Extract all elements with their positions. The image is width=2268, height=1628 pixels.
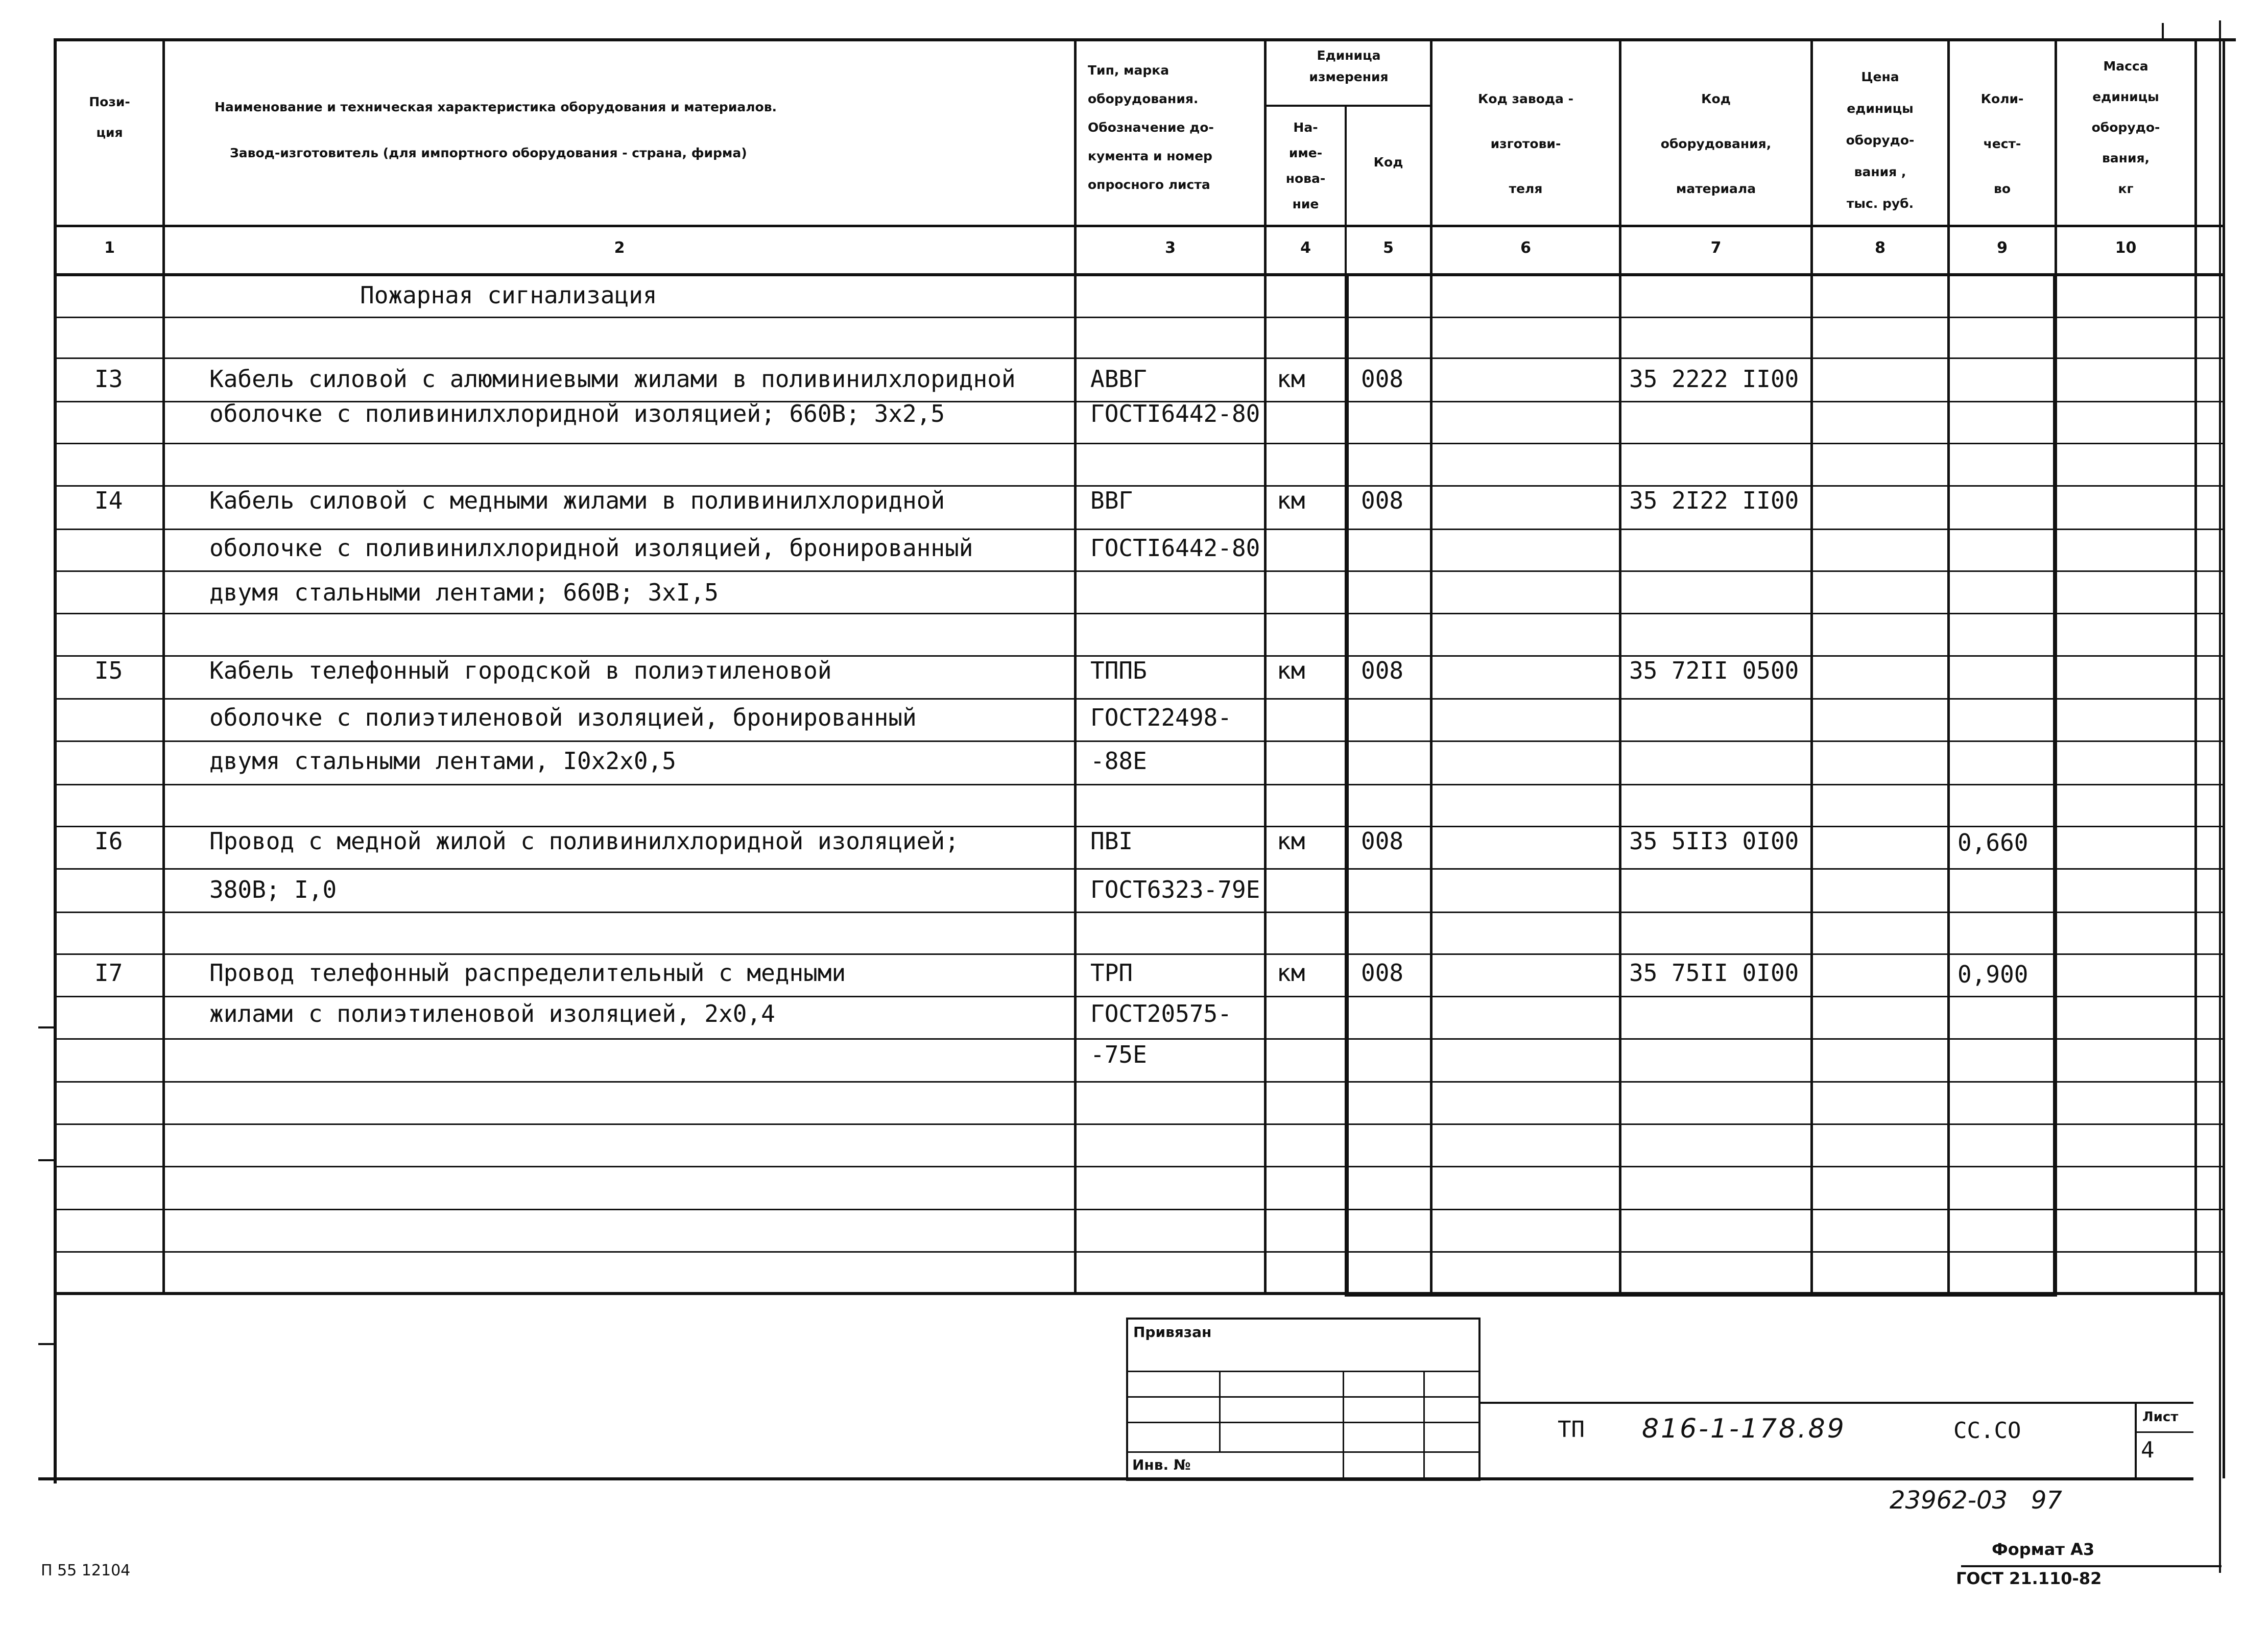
- header-type-line: кумента и номер: [1088, 149, 1212, 163]
- header-mass-line: вания,: [2102, 151, 2150, 165]
- doc-code: СС.СО: [1953, 1418, 2021, 1444]
- stamp-vline: [1219, 1371, 1221, 1451]
- row-line: [54, 1123, 2223, 1125]
- header-unit-line: Единица: [1317, 48, 1381, 63]
- corner-tick: [2162, 23, 2164, 41]
- column-number: 6: [1520, 239, 1531, 257]
- header-equip-line: Код: [1701, 91, 1731, 106]
- header-type-line: оборудования.: [1088, 91, 1199, 106]
- row-name: оболочке с полиэтиленовой изоляцией, бронированный: [209, 704, 917, 731]
- header-name: [214, 84, 1072, 176]
- header-bottom-line: [54, 225, 2223, 227]
- header-position-line: ция: [96, 125, 123, 140]
- header-plant-line: теля: [1509, 181, 1543, 196]
- column-number: 3: [1165, 239, 1176, 257]
- column-number: 1: [104, 239, 115, 257]
- row-name: оболочке с поливинилхлоридной изоляцией; 660В; 3х2,5: [209, 400, 945, 427]
- column-number: 2: [614, 239, 625, 257]
- row-line: [54, 613, 2223, 614]
- row-line: [54, 740, 2223, 742]
- row-name: Кабель телефонный городской в полиэтиленовой: [209, 657, 832, 684]
- header-name-line: Наименование и техническая характеристика оборудования и материалов.: [214, 100, 777, 114]
- frame-right: [2223, 38, 2225, 1478]
- section-title: Пожарная сигнализация: [360, 281, 657, 309]
- row-name: двумя стальными лентами; 660В; 3хI,5: [209, 579, 719, 606]
- doc-prefix: ТП: [1558, 1417, 1585, 1443]
- row-position: I6: [94, 827, 123, 855]
- row-name: Кабель силовой с медными жилами в поливинилхлоридной: [209, 487, 945, 514]
- header-unit-code: Код: [1373, 155, 1403, 170]
- header-mass: [2057, 51, 2194, 204]
- body-bottom-thick: [1345, 1292, 2057, 1297]
- header-qty-line: чест-: [1983, 136, 2021, 151]
- row-type: ВВГ: [1090, 487, 1133, 514]
- row-quantity: 0,660: [1957, 829, 2028, 856]
- row-type: ПВI: [1090, 827, 1133, 855]
- row-position: I3: [94, 365, 123, 393]
- row-type: -75Е: [1090, 1041, 1147, 1068]
- row-unit: км: [1277, 365, 1305, 393]
- format-label: Формат А3: [1992, 1540, 2095, 1559]
- header-price: [1813, 61, 1947, 220]
- unit-group-line: [1266, 105, 1433, 107]
- row-type: ГОСТ20575-: [1090, 1000, 1232, 1027]
- sheet-box-left: [2135, 1402, 2137, 1478]
- header-price-line: вания ,: [1854, 164, 1906, 179]
- col-line-2: [1074, 38, 1077, 1295]
- stamp-line: [1128, 1451, 1481, 1453]
- row-type: ГОСТI6442-80: [1090, 400, 1260, 427]
- header-qty-line: Коли-: [1980, 91, 2024, 106]
- row-line: [54, 912, 2223, 913]
- row-type: АВВГ: [1090, 365, 1147, 393]
- header-unit-name: [1267, 115, 1345, 217]
- row-type: ГОСТ6323-79Е: [1090, 876, 1260, 903]
- header-mass-line: Масса: [2103, 59, 2148, 74]
- outer-right-edge: [2219, 20, 2221, 1573]
- row-line: [54, 1209, 2223, 1210]
- row-line: [54, 357, 2223, 359]
- row-line: [54, 698, 2223, 700]
- row-name: Провод телефонный распределительный с медными: [209, 959, 846, 987]
- attached-label: Привязан: [1133, 1324, 1212, 1340]
- sheet-number: 4: [2141, 1437, 2155, 1463]
- col-line-1: [162, 38, 165, 1295]
- frame-top: [54, 38, 2236, 41]
- header-price-line: Цена: [1861, 69, 1899, 84]
- row-equip-code: 35 5II3 0I00: [1629, 827, 1799, 855]
- row-unit-code: 008: [1361, 365, 1404, 393]
- sheet-label: Лист: [2142, 1409, 2179, 1425]
- header-price-line: единицы: [1847, 101, 1914, 116]
- row-line: [54, 1166, 2223, 1167]
- row-position: I5: [94, 657, 123, 684]
- row-name: 380В; I,0: [209, 876, 337, 903]
- margin-tick: [38, 1026, 54, 1028]
- row-line: [54, 570, 2223, 572]
- row-name: двумя стальными лентами, I0х2х0,5: [209, 747, 676, 775]
- header-mass-line: единицы: [2092, 89, 2159, 104]
- row-name: Кабель силовой с алюминиевыми жилами в поливинилхлоридной: [209, 365, 1016, 393]
- row-name: Провод с медной жилой с поливинилхлоридной изоляцией;: [209, 827, 959, 855]
- header-type-line: опросного листа: [1088, 177, 1210, 192]
- row-type: ТРП: [1090, 959, 1133, 987]
- row-unit-code: 008: [1361, 959, 1404, 987]
- row-equip-code: 35 2I22 II00: [1629, 487, 1799, 514]
- row-name: оболочке с поливинилхлоридной изоляцией, бронированный: [209, 534, 973, 562]
- doc-number: 816-1-178.89: [1642, 1414, 1846, 1444]
- col-line-10: [2194, 38, 2197, 1295]
- header-type-line: Тип, марка: [1088, 63, 1169, 78]
- row-unit-code: 008: [1361, 487, 1404, 514]
- row-unit-code: 008: [1361, 657, 1404, 684]
- row-position: I7: [94, 959, 123, 987]
- row-type: ТППБ: [1090, 657, 1147, 684]
- row-quantity: 0,900: [1957, 961, 2028, 988]
- col-line-8: [1947, 38, 1950, 1295]
- column-number: 5: [1383, 239, 1394, 257]
- header-position-line: Пози-: [89, 94, 130, 109]
- header-type: [1088, 56, 1264, 199]
- header-equip-line: материала: [1676, 181, 1756, 196]
- row-unit: км: [1277, 487, 1305, 514]
- header-unit-line: измерения: [1309, 69, 1389, 84]
- margin-tick: [38, 1159, 54, 1161]
- header-unit-name-line: ние: [1292, 197, 1319, 211]
- stamp-vline: [1343, 1371, 1344, 1481]
- stamp-vline: [1423, 1371, 1425, 1481]
- header-price-line: оборудо-: [1846, 133, 1915, 148]
- stamp-line: [1128, 1371, 1481, 1372]
- header-equip-line: оборудования,: [1660, 136, 1772, 151]
- sheet-box-mid: [2135, 1431, 2193, 1433]
- header-plant-line: изготови-: [1490, 136, 1561, 151]
- header-quantity: [1950, 77, 2055, 211]
- header-mass-line: оборудо-: [2091, 120, 2160, 135]
- header-plant-code: [1433, 77, 1619, 211]
- row-unit-code: 008: [1361, 827, 1404, 855]
- col-line-3: [1264, 38, 1267, 1295]
- row-line: [54, 317, 2223, 318]
- header-unit-name-line: име-: [1288, 146, 1323, 160]
- row-name: жилами с полиэтиленовой изоляцией, 2х0,4: [209, 1000, 775, 1027]
- header-equip-code: [1621, 77, 1810, 211]
- row-line: [54, 1251, 2223, 1253]
- row-line: [54, 953, 2223, 955]
- column-number: 9: [1997, 239, 2008, 257]
- stamp-line: [1128, 1396, 1481, 1398]
- frame-bottom: [38, 1477, 2193, 1480]
- col-line-6: [1619, 38, 1621, 1295]
- stamp-line: [1128, 1422, 1481, 1423]
- inv-label: Инв. №: [1132, 1456, 1191, 1473]
- handwritten-number: 23962-03 97: [1890, 1486, 2062, 1515]
- column-number: 7: [1710, 239, 1722, 257]
- row-unit: км: [1277, 827, 1305, 855]
- row-equip-code: 35 2222 II00: [1629, 365, 1799, 393]
- title-block-line: [1478, 1402, 2193, 1404]
- outer-bottom-edge: [1961, 1565, 2222, 1567]
- row-line: [54, 868, 2223, 870]
- column-number: 10: [2115, 239, 2137, 257]
- col-line-7: [1810, 38, 1813, 1295]
- row-type: ГОСТI6442-80: [1090, 534, 1260, 562]
- column-number: 8: [1875, 239, 1885, 257]
- colnum-bottom-line: [54, 273, 2223, 276]
- row-unit: км: [1277, 959, 1305, 987]
- row-type: -88Е: [1090, 747, 1147, 775]
- header-position: [57, 87, 162, 148]
- header-plant-line: Код завода -: [1477, 91, 1574, 106]
- row-position: I4: [94, 487, 123, 514]
- header-unit-group: [1267, 45, 1431, 88]
- row-line: [54, 996, 2223, 997]
- column-number: 4: [1300, 239, 1311, 257]
- margin-tick: [38, 1343, 54, 1345]
- row-equip-code: 35 75II 0I00: [1629, 959, 1799, 987]
- header-unit-name-line: нова-: [1285, 171, 1326, 186]
- row-equip-code: 35 72II 0500: [1629, 657, 1799, 684]
- row-line: [54, 1081, 2223, 1083]
- header-type-line: Обозначение до-: [1088, 120, 1214, 135]
- header-unit-name-line: На-: [1293, 120, 1318, 135]
- header-price-line: тыс. руб.: [1846, 196, 1914, 211]
- header-mass-line: кг: [2118, 181, 2134, 196]
- standard-label: ГОСТ 21.110-82: [1956, 1569, 2102, 1588]
- row-unit: км: [1277, 657, 1305, 684]
- attached-stamp: [1126, 1318, 1481, 1481]
- row-type: ГОСТ22498-: [1090, 704, 1232, 731]
- row-line: [54, 529, 2223, 530]
- row-line: [54, 443, 2223, 444]
- left-code: П 55 12104: [41, 1562, 131, 1579]
- header-qty-line: во: [1994, 181, 2011, 196]
- row-line: [54, 784, 2223, 785]
- col-line-5: [1430, 38, 1433, 1295]
- header-name-line: Завод-изготовитель (для импортного оборудования - страна, фирма): [230, 146, 747, 160]
